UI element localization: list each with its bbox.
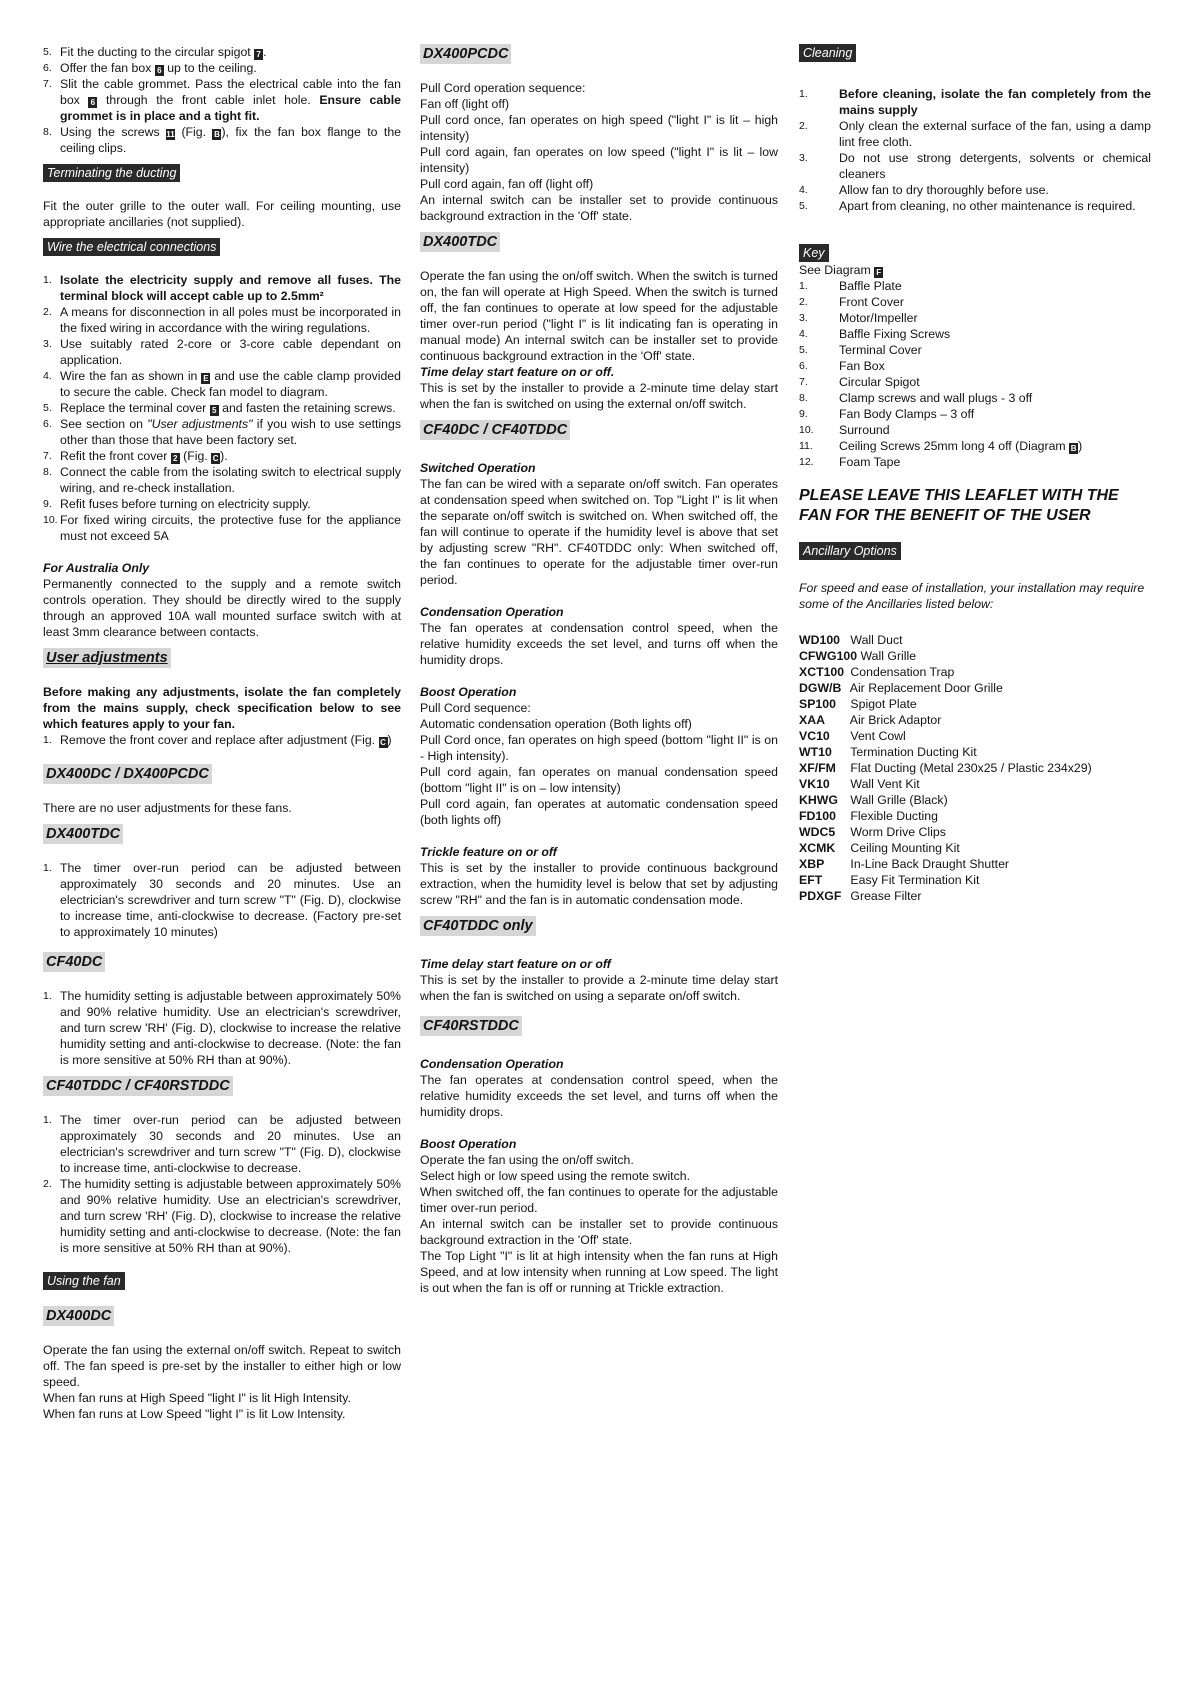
figure-ref-icon: C xyxy=(212,454,219,463)
ancillary-row: XAA Air Brick Adaptor xyxy=(799,713,942,727)
list-item: 8. Using the screws 11 (Fig. B ), fix the fan box flange to the ceiling clips. xyxy=(43,125,402,155)
list-item: 4. Wire the fan as shown in E and use the cable clamp provided to secure the cable. Check fan model to diagram. xyxy=(43,369,401,399)
leaflet-notice: PLEASE LEAVE THIS LEAFLET WITH THE FAN FOR THE BENEFIT OF THE USER xyxy=(799,487,1119,524)
list-item: 3. Motor/Impeller xyxy=(799,311,918,325)
heading-dx400dc-using: DX400DC xyxy=(43,1306,114,1326)
condensation-operation-text: The fan operates at condensation control speed, when the relative humidity exceeds the set level, and turns off when the humidity drops. xyxy=(420,621,778,667)
key-see-diagram: See Diagram F xyxy=(799,262,1151,278)
heading-cf40tddc-only: CF40TDDC only xyxy=(420,916,536,936)
figure-ref-icon: B xyxy=(214,130,220,139)
list-item: 1. Baffle Plate xyxy=(799,279,902,293)
list-item: 12. Foam Tape xyxy=(799,455,901,469)
list-item: 5. Replace the terminal cover 5 and fasten the retaining screws. xyxy=(43,401,396,415)
list-item: 8. Clamp screws and wall plugs - 3 off xyxy=(799,391,1033,405)
trickle-heading: Trickle feature on or off xyxy=(420,845,557,859)
key-list xyxy=(799,278,1151,470)
dx400tdc-text: Operate the fan using the on/off switch. When the switch is turned on, the fan will operate at High Speed. When the switch is turned off, the fan continues to operate at low speed for the adjustable timer over-run period ("light I" is lit indicating fan is operating in manual mode) An internal switch can be installer set to provide continuous background extraction in the 'Off' state. xyxy=(420,269,778,363)
list-item: 6. See section on "User adjustments" if you wish to use settings other than those that have been factory set. xyxy=(43,417,401,447)
ancillary-row: FD100 Flexible Ducting xyxy=(799,809,938,823)
figure-ref-icon: 11 xyxy=(166,130,175,139)
figure-ref-icon: C xyxy=(380,738,386,747)
ancillary-row: XBP In-Line Back Draught Shutter xyxy=(799,857,1010,871)
heading-cf40tddc-adjust: CF40TDDC / CF40RSTDDC xyxy=(43,1076,233,1096)
dx400tdc-delay-heading: Time delay start feature on or off. xyxy=(420,365,615,379)
figure-ref-icon: 6 xyxy=(155,65,164,76)
using-high-line: When fan runs at High Speed "light I" is lit High Intensity. xyxy=(43,1391,351,1405)
list-item: 2. A means for disconnection in all poles must be incorporated in the fixed wiring in accordance with the wiring regulations. xyxy=(43,305,401,335)
heading-dx400tdc: DX400TDC xyxy=(420,232,500,252)
list-item: 6. Fan Box xyxy=(799,359,885,373)
heading-cf40dc-adjust: CF40DC xyxy=(43,952,105,972)
ancillary-row: EFT Easy Fit Termination Kit xyxy=(799,873,980,887)
list-item: 2. Front Cover xyxy=(799,295,904,309)
section-heading-wiring: Wire the electrical connections xyxy=(43,238,220,256)
ancillary-row: WDC5 Worm Drive Clips xyxy=(799,825,946,839)
heading-dx400pcdc: DX400PCDC xyxy=(420,44,511,64)
list-item: 10. Surround xyxy=(799,423,890,437)
cf40tddc-delay-heading: Time delay start feature on or off xyxy=(420,957,611,971)
list-item: 11. Ceiling Screws 25mm long 4 off (Diagram B ) xyxy=(799,439,1083,453)
figure-ref-icon: E xyxy=(203,374,209,383)
install-list xyxy=(43,44,401,156)
list-item: 7. Refit the front cover 2 (Fig. C ). xyxy=(43,449,228,463)
rs-boost-text: Operate the fan using the on/off switch. Select high or low speed using the remote switch. When switched off, the fan continues to operate for the adjustable timer over-run period. An internal switch can be installer set to provide continuous background extraction in the 'Off' state. The Top Light "I" is lit at high intensity when the fan runs at High Speed, and at low intensity when running at Low speed. The light is out when the fan is off or running at Trickle extraction. xyxy=(420,1153,778,1295)
ancillary-row: XCMK Ceiling Mounting Kit xyxy=(799,841,960,855)
list-item: 9. Refit fuses before turning on electricity supply. xyxy=(43,497,311,511)
cf40tddc-delay-text: This is set by the installer to provide a 2-minute time delay start when the fan is switched on using a separate on/off switch. xyxy=(420,973,778,1003)
list-item: 1. The timer over-run period can be adjusted between approximately 30 seconds and 20 minutes. Use an electrician's screwdriver and turn screw "T" (Fig. D), clockwise to increase time, anti-clockwise to decrease. (Factory pre-set to approximately 10 minutes) xyxy=(43,861,401,939)
list-item: 6. Offer the fan box 6 up to the ceiling. xyxy=(43,61,257,75)
ancillary-row: VK10 Wall Vent Kit xyxy=(799,777,920,791)
terminating-text: Fit the outer grille to the outer wall. For ceiling mounting, use appropriate ancillaries (not supplied). xyxy=(43,199,401,229)
ancillary-row: XF/FM Flat Ducting (Metal 230x25 / Plastic 234x29) xyxy=(799,761,1092,775)
list-item: 1. The humidity setting is adjustable between approximately 50% and 90% relative humidity. Use an electrician's screwdriver, and turn screw 'RH' (Fig. D), clockwise to increase the relative humidity setting and anti-clockwise to decrease. (Note: the fan is more sensitive at 50% RH than at 90%). xyxy=(43,989,401,1067)
list-item: 5. Fit the ducting to the circular spigot 7 . xyxy=(43,45,267,59)
dx400dc-using-text: Operate the fan using the external on/off switch. Repeat to switch off. The fan speed is pre-set by the installer to either high or low speed. xyxy=(43,1343,401,1389)
figure-ref-icon: 7 xyxy=(254,49,263,60)
list-item: 7. Slit the cable grommet. Pass the electrical cable into the fan box 6 through the front cable inlet hole. Ensure cable grommet is in place and a tight fit. xyxy=(43,77,401,123)
heading-dx400tdc-adjust: DX400TDC xyxy=(43,824,123,844)
section-heading-ancillary: Ancillary Options xyxy=(799,542,901,560)
ancillary-list xyxy=(799,632,1151,904)
list-item: 9. Fan Body Clamps – 3 off xyxy=(799,407,975,421)
list-item: 3. Do not use strong detergents, solvents or chemical cleaners xyxy=(799,151,1151,181)
rs-condensation-heading: Condensation Operation xyxy=(420,1057,564,1071)
list-item: 3. Use suitably rated 2-core or 3-core cable dependant on application. xyxy=(43,337,401,367)
australia-heading: For Australia Only xyxy=(43,561,150,575)
ancillary-intro: For speed and ease of installation, your installation may require some of the Ancillaries listed below: xyxy=(799,581,1145,611)
ancillary-row: KHWG Wall Grille (Black) xyxy=(799,793,948,807)
switched-operation-text: The fan can be wired with a separate on/off switch. Fan operates at condensation speed when switched on. Top "Light I" is lit when the separate on/off switch is switched on. When switched off, the fan will continue to operate if the humidity level is above that set by adjusting screw "RH". CF40TDDC only: When switched off, the fan continues to operate for the adjustable timer over-run period. xyxy=(420,477,778,587)
cleaning-list xyxy=(799,86,1151,214)
dx400tdc-delay-text: This is set by the installer to provide a 2-minute time delay start when the fan is switched on using the external on/off switch. xyxy=(420,381,778,411)
user-warning: Before making any adjustments, isolate the fan completely from the mains supply, check specification below to see which features apply to your fan. xyxy=(43,685,401,731)
rs-boost-heading: Boost Operation xyxy=(420,1137,517,1151)
rs-condensation-text: The fan operates at condensation control speed, when the relative humidity exceeds the set level, and turns off when the humidity drops. xyxy=(420,1073,778,1119)
column-3 xyxy=(799,44,1151,904)
figure-ref-icon: 2 xyxy=(171,453,180,464)
boost-operation-heading: Boost Operation xyxy=(420,685,517,699)
list-item: 4. Baffle Fixing Screws xyxy=(799,327,951,341)
figure-ref-icon: F xyxy=(874,267,883,278)
ancillary-row: CFWG100 Wall Grille xyxy=(799,649,917,663)
section-heading-terminating: Terminating the ducting xyxy=(43,164,180,182)
list-item: 1. Isolate the electricity supply and remove all fuses. The terminal block will accept cable up to 2.5mm² xyxy=(43,273,401,303)
list-item: 5. Terminal Cover xyxy=(799,343,922,357)
list-item: 1. Remove the front cover and replace after adjustment (Fig. C ) xyxy=(43,733,392,747)
dx400pcdc-text: Pull Cord operation sequence: Fan off (light off) Pull cord once, fan operates on high speed ("light I" is lit – high intensity) Pull cord again, fan operates on low speed ("light I" is lit – low intensity) Pull cord again, fan off (light off) An internal switch can be installer set to provide continuous background extraction in the 'Off' state. xyxy=(420,81,778,223)
ancillary-row: XCT100 Condensation Trap xyxy=(799,665,955,679)
section-heading-user-adjustments: User adjustments xyxy=(43,648,171,668)
boost-operation-text: Pull Cord sequence: Automatic condensation operation (Both lights off) Pull Cord once, fan operates on high speed (bottom "light II" is on - High intensity). Pull cord again, fan operates on manual condensation speed (bottom "light II" is on – low intensity) Pull cord again, fan operates at automatic condensation speed (both lights off) xyxy=(420,701,778,827)
list-item: 1. The timer over-run period can be adjusted between approximately 30 seconds and 20 minutes. Use an electrician's screwdriver and turn screw "T" (Fig. D), clockwise to increase time, anti-clockwise to decrease. xyxy=(43,1113,401,1175)
heading-cf40rstddc: CF40RSTDDC xyxy=(420,1016,522,1036)
dx400dc-adjust-text: There are no user adjustments for these fans. xyxy=(43,801,292,815)
figure-ref-icon: B xyxy=(1070,444,1077,453)
figure-ref-icon: 5 xyxy=(210,405,219,416)
heading-cf40dc-cf40tddc: CF40DC / CF40TDDC xyxy=(420,420,570,440)
section-heading-key: Key xyxy=(799,244,829,262)
ancillary-row: DGW/B Air Replacement Door Grille xyxy=(799,681,1003,695)
list-item: 5. Apart from cleaning, no other maintenance is required. xyxy=(799,199,1136,213)
trickle-text: This is set by the installer to provide continuous background extraction, when the humidity level is below that set by adjusting screw "RH" and the fan is in automatic condensation mode. xyxy=(420,861,778,907)
australia-text: Permanently connected to the supply and a remote switch controls operation. They should be directly wired to the supply through an approved 10A wall mounted surface switch with at least 3mm clearance between contacts. xyxy=(43,577,401,639)
figure-ref-icon: 6 xyxy=(88,97,97,108)
section-heading-using-fan: Using the fan xyxy=(43,1272,125,1290)
list-item: 1. Before cleaning, isolate the fan completely from the mains supply xyxy=(799,87,1151,117)
list-item: 8. Connect the cable from the isolating switch to electrical supply wiring, and re-check installation. xyxy=(43,465,401,495)
column-2 xyxy=(420,44,778,1296)
ancillary-row: WD100 Wall Duct xyxy=(799,633,903,647)
ancillary-row: PDXGF Grease Filter xyxy=(799,889,922,903)
column-1 xyxy=(43,44,401,1422)
section-heading-cleaning: Cleaning xyxy=(799,44,856,62)
list-item: 2. The humidity setting is adjustable between approximately 50% and 90% relative humidity. Use an electrician's screwdriver, and turn screw 'RH' (Fig. D), clockwise to increase the relative humidity setting and anti-clockwise to decrease. (Note: the fan is more sensitive at 50% RH than at 90%). xyxy=(43,1177,401,1255)
ancillary-row: VC10 Vent Cowl xyxy=(799,729,906,743)
list-item: 2. Only clean the external surface of the fan, using a damp lint free cloth. xyxy=(799,119,1151,149)
condensation-operation-heading: Condensation Operation xyxy=(420,605,564,619)
ancillary-row: SP100 Spigot Plate xyxy=(799,697,917,711)
using-low-line: When fan runs at Low Speed "light I" is lit Low Intensity. xyxy=(43,1407,346,1421)
switched-operation-heading: Switched Operation xyxy=(420,461,536,475)
list-item: 4. Allow fan to dry thoroughly before use. xyxy=(799,183,1049,197)
wiring-list xyxy=(43,272,401,544)
list-item: 7. Circular Spigot xyxy=(799,375,920,389)
heading-dx400dc-adjust: DX400DC / DX400PCDC xyxy=(43,764,212,784)
list-item: 10. For fixed wiring circuits, the protective fuse for the appliance must not exceed 5A xyxy=(43,513,401,543)
ancillary-row: WT10 Termination Ducting Kit xyxy=(799,745,977,759)
